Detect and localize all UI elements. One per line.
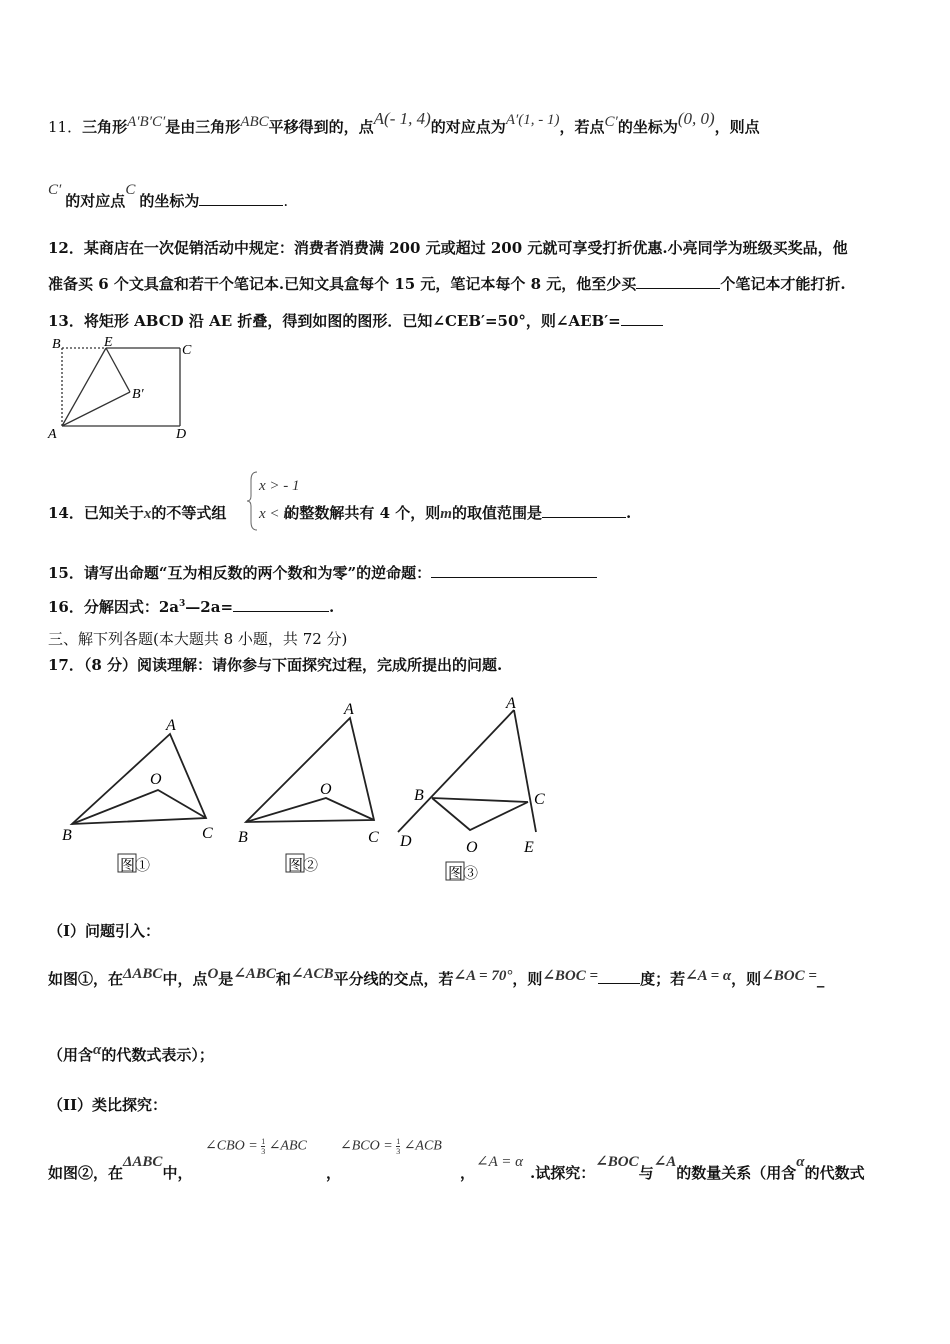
q15-line: 15．请写出命题“互为相反数的两个数和为零”的逆命题： bbox=[48, 562, 597, 583]
q17-part2-line1-tail: .试探究：∠BOC与∠A的数量关系（用含α的代数式 bbox=[530, 1154, 865, 1182]
answer-blank-q14[interactable] bbox=[542, 502, 626, 518]
figure-2 bbox=[238, 701, 379, 874]
svg-text:D: D bbox=[400, 833, 412, 850]
q17-part2-line1: 如图②，在ΔABC中， bbox=[48, 1154, 193, 1182]
q12-line2: 准备买 6 个文具盒和若干个笔记本.已知文具盒每个 15 元，笔记本每个 8 元，他至少买 个笔记本才能打折. bbox=[48, 275, 846, 293]
answer-blank-q13[interactable] bbox=[621, 310, 663, 326]
q17-formula-bco: ∠BCO = $\frac{1}{3}$ ∠ACB bbox=[340, 1137, 442, 1156]
q14-line: 14．已知关于x的不等式组 的整数解共有 4 个，则m的取值范围是 . bbox=[48, 504, 632, 522]
answer-blank-q15[interactable] bbox=[431, 562, 597, 578]
svg-text:B: B bbox=[414, 787, 424, 804]
svg-text:O: O bbox=[466, 839, 478, 856]
svg-text:A: A bbox=[506, 695, 516, 712]
fold-eb bbox=[106, 348, 130, 392]
svg-text:O: O bbox=[150, 771, 162, 788]
label-E: E bbox=[104, 335, 113, 350]
q17-formula-a-alpha: ∠A = α bbox=[476, 1154, 523, 1170]
svg-text:B: B bbox=[62, 827, 72, 844]
q13-figure bbox=[44, 334, 204, 444]
svg-text:B: B bbox=[238, 829, 248, 846]
answer-blank-boc-alpha[interactable]: _ bbox=[816, 970, 825, 988]
q17-sep1: ， bbox=[326, 1164, 342, 1182]
answer-blank-q12[interactable] bbox=[636, 273, 720, 289]
fig2-caption: 图② bbox=[288, 858, 319, 874]
q13-text: 13．将矩形 ABCD 沿 AE 折叠，得到如图的图形．已知∠CEB′=50°，则∠AEB′= bbox=[48, 310, 663, 331]
answer-blank-q16[interactable] bbox=[233, 596, 329, 612]
label-A: A bbox=[48, 427, 57, 442]
q17-figures bbox=[56, 692, 556, 888]
q11-line1: 11．三角形A′B′C′是由三角形ABC平移得到的，点A(- 1, 4)的对应点为A′(1, - 1)，若点C′的坐标为(0, 0)，则点 bbox=[48, 109, 760, 136]
svg-text:C: C bbox=[368, 829, 379, 846]
q17-part1-title: （I）问题引入： bbox=[48, 922, 161, 940]
fig3-caption: 图③ bbox=[448, 866, 479, 882]
q16-line: 16．分解因式：$2a^3—2a=$ . bbox=[48, 598, 335, 616]
svg-text:C: C bbox=[534, 791, 545, 808]
answer-blank-q11[interactable] bbox=[199, 190, 283, 206]
q14-inequality-1: x > - 1 bbox=[259, 478, 300, 494]
label-B: B bbox=[52, 337, 61, 352]
q17-intro: 17．（8 分）阅读理解：请你参与下面探究过程，完成所提出的问题. bbox=[48, 656, 503, 674]
svg-text:O: O bbox=[320, 781, 332, 798]
q11-number: 11． bbox=[48, 118, 83, 136]
q17-part1-line1: 如图①，在ΔABC中，点O是∠ABC和∠ACB平分线的交点，若∠A = 70°，则∠BOC = 度；若∠A = α，则∠BOC =_ bbox=[48, 966, 825, 988]
svg-text:C: C bbox=[202, 825, 213, 842]
label-Bprime: B′ bbox=[132, 387, 144, 402]
svg-text:A: A bbox=[344, 701, 354, 718]
label-C: C bbox=[182, 343, 192, 358]
figure-3 bbox=[398, 695, 545, 882]
label-D: D bbox=[176, 427, 187, 442]
q17-part1-line2: （用含α的代数式表示）； bbox=[48, 1042, 214, 1064]
section3-title: 三、解下列各题(本大题共 8 小题，共 72 分) bbox=[48, 630, 348, 648]
q17-sep2: ， bbox=[460, 1164, 476, 1182]
q14-inequality-2: x < m bbox=[259, 506, 295, 522]
answer-blank-boc-degrees[interactable] bbox=[598, 968, 640, 984]
svg-text:E: E bbox=[524, 839, 534, 856]
q17-formula-cbo: ∠CBO = $\frac{1}{3}$ ∠ABC bbox=[205, 1137, 307, 1156]
figure-1 bbox=[62, 717, 213, 874]
q17-part2-title: （II）类比探究： bbox=[48, 1096, 168, 1114]
svg-text:A: A bbox=[166, 717, 176, 734]
q12-line1: 12．某商店在一次促销活动中规定：消费者消费满 200 元或超过 200 元就可享受打折优惠.小亮同学为班级买奖品，他 bbox=[48, 239, 848, 257]
fig1-caption: 图① bbox=[120, 858, 151, 874]
q11-line2: C′的对应点C的坐标为 . bbox=[48, 182, 289, 210]
